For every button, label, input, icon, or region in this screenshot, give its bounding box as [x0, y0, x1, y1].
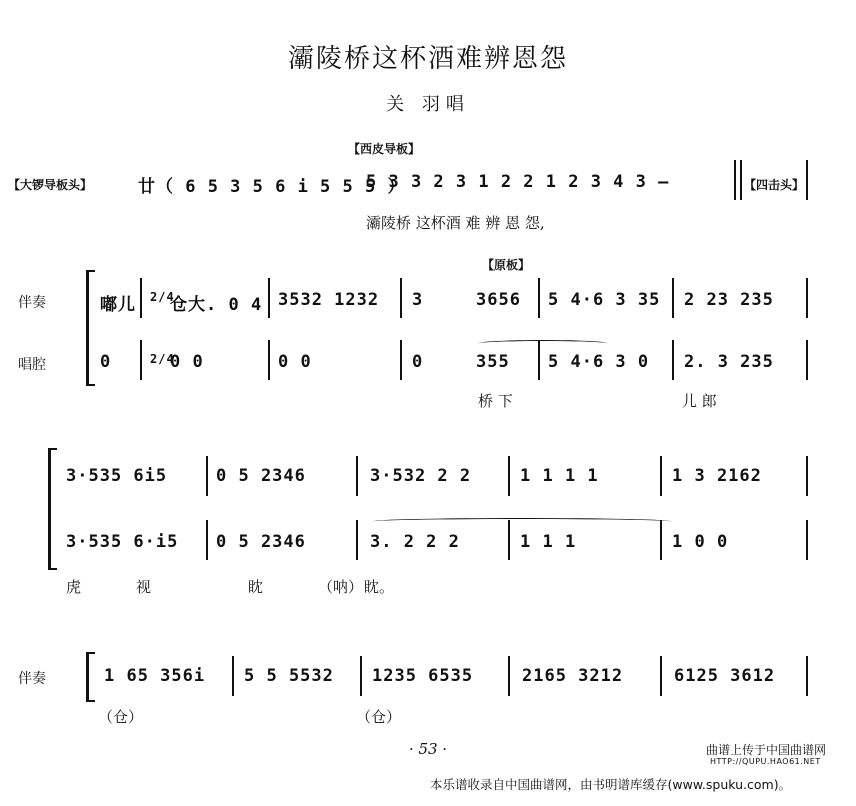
line1-lyrics: 灞陵桥 这杯酒 难 辨 恩 怨, — [366, 214, 545, 232]
mark-daluo-daobantou: 【大锣导板头】 — [8, 178, 93, 192]
vocal-lyric: 虎 — [66, 578, 82, 596]
barline — [806, 278, 808, 318]
barline — [268, 340, 270, 380]
label-vocal: 唱腔 — [18, 357, 46, 373]
system-brace — [86, 652, 95, 702]
watermark-text: 曲谱上传于中国曲谱网 — [706, 743, 827, 757]
vocal-lyric: 眈 — [248, 578, 264, 596]
barline — [360, 656, 362, 696]
accomp-measure: 1 65 356i — [104, 666, 206, 686]
vocal-measure: 5 4·6 3 0 — [548, 352, 650, 372]
accomp-measure: 1235 6535 — [372, 666, 474, 686]
line1-intro-notes: 廿（ 6 5 3 5 6 i 5 5 5 ） — [138, 177, 406, 197]
page-title: 灞陵桥这杯酒难辨恩怨 — [287, 44, 568, 74]
accomp-measure: 3532 1232 — [278, 290, 380, 310]
barline — [400, 278, 402, 318]
source-footer: 本乐谱收录自中国曲谱网，由书明谱库缓存(www.spuku.com)。 — [430, 777, 792, 792]
time-signature: 2/4 — [150, 352, 175, 366]
vocal-measure: 0 0 — [278, 352, 312, 372]
tie-arc — [372, 518, 672, 525]
vocal-measure: 1 1 1 — [520, 532, 577, 552]
vocal-measure: 0 0 — [170, 352, 204, 372]
page-number: · 53 · — [408, 740, 448, 758]
barline — [268, 278, 270, 318]
accomp-measure: 5 4·6 3 35 — [548, 290, 661, 310]
vocal-measure: 3. 2 2 2 — [370, 532, 460, 552]
barline — [660, 456, 662, 496]
accomp-measure: 3656 — [476, 290, 521, 310]
vocal-lyric: 儿 郎 — [682, 392, 717, 410]
accomp-measure: 3·535 6i5 — [66, 466, 168, 486]
mark-yuanban: 【原板】 — [482, 258, 531, 272]
barline — [206, 456, 208, 496]
barline — [206, 520, 208, 560]
barline — [232, 656, 234, 696]
barline — [660, 520, 662, 560]
vocal-lyric: 桥 下 — [478, 392, 513, 410]
system-brace — [48, 448, 57, 570]
label-accompaniment: 伴奏 — [18, 671, 46, 687]
vocal-measure: 2. 3 235 — [684, 352, 774, 372]
vocal-measure: 355 — [476, 352, 510, 372]
barline — [806, 160, 808, 200]
vocal-lyric: 眈。 — [364, 578, 395, 596]
barline — [508, 656, 510, 696]
barline — [806, 456, 808, 496]
barline — [734, 160, 736, 200]
barline — [140, 278, 142, 318]
vocal-lyric: 视 — [136, 578, 152, 596]
barline — [660, 656, 662, 696]
accomp-measure: 嘟儿 — [100, 295, 136, 315]
gong-mark: （仓） — [98, 708, 144, 726]
system-brace — [86, 270, 95, 386]
barline — [538, 278, 540, 318]
tie-arc — [478, 340, 608, 347]
barline — [508, 456, 510, 496]
accomp-measure: 3·532 2 2 — [370, 466, 472, 486]
barline — [672, 278, 674, 318]
barline — [356, 520, 358, 560]
singer-credit: 关 羽唱 — [386, 94, 470, 115]
accomp-measure: 6125 3612 — [674, 666, 776, 686]
vocal-lyric: （呐） — [318, 578, 364, 596]
vocal-measure: 0 5 2346 — [216, 532, 306, 552]
line1-main-notes: 5 3 3 2 3 1 2 2 1 2 3 4 3 – — [366, 172, 670, 192]
mark-siji-tou: 【四击头】 — [744, 178, 805, 192]
gong-mark: （仓） — [356, 708, 402, 726]
watermark-url: HTTP://QUPU.HAO61.NET — [710, 757, 821, 766]
barline — [400, 340, 402, 380]
barline — [806, 340, 808, 380]
accomp-measure: 1 1 1 1 — [520, 466, 599, 486]
vocal-measure: 0 — [100, 352, 112, 372]
accomp-measure: 0 5 2346 — [216, 466, 306, 486]
barline — [806, 520, 808, 560]
accomp-measure: 2165 3212 — [522, 666, 624, 686]
barline — [806, 656, 808, 696]
vocal-measure: 0 — [412, 352, 424, 372]
label-accompaniment: 伴奏 — [18, 295, 46, 311]
accomp-measure: 2 23 235 — [684, 290, 774, 310]
vocal-measure: 3·535 6·i5 — [66, 532, 179, 552]
vocal-measure: 1 0 0 — [672, 532, 729, 552]
accomp-measure: 3 — [412, 290, 424, 310]
barline — [140, 340, 142, 380]
barline — [356, 456, 358, 496]
accomp-measure: 1 3 2162 — [672, 466, 762, 486]
barline — [672, 340, 674, 380]
accomp-measure: 5 5 5532 — [244, 666, 334, 686]
time-signature: 2/4 — [150, 290, 175, 304]
mark-xipi-daoban: 【西皮导板】 — [348, 142, 421, 156]
barline — [740, 160, 742, 200]
accomp-measure: 仓大. 0 4 — [170, 295, 263, 315]
barline — [508, 520, 510, 560]
